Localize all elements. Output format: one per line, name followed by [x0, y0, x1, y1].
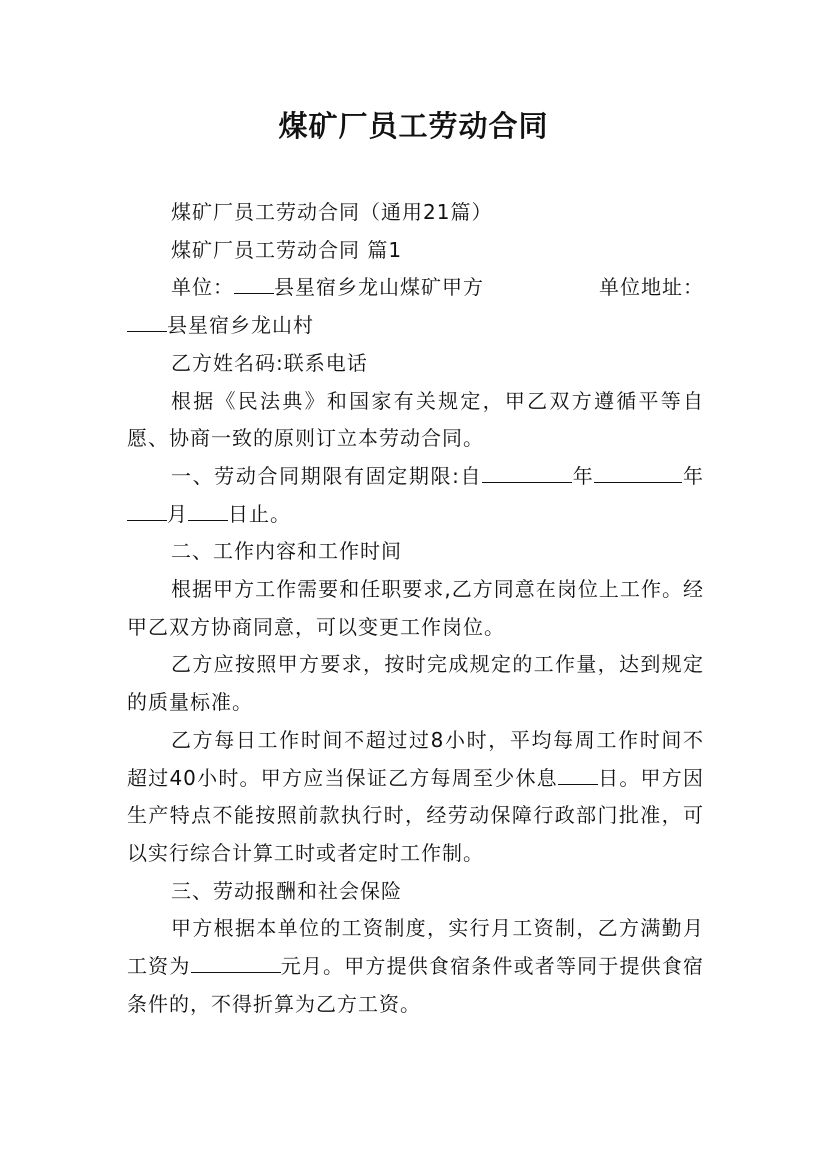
address-line [127, 307, 704, 345]
unit-row [127, 269, 704, 307]
pay-text-1: 甲方根据本单位的工资制度，实行月工资制，乙方满勤月工资为 [127, 916, 704, 979]
pay-text-2: 元月。甲方提供食宿条件或者等同于提供食宿条件的，不得折算为乙方工资。 [127, 954, 705, 1016]
address-blank [127, 309, 167, 332]
section-heading-2: 二、工作内容和工作时间 [171, 539, 402, 564]
hours-paragraph [127, 722, 704, 873]
start-year-blank [482, 460, 572, 483]
term-month-label: 月 [167, 501, 188, 526]
unit-blank [234, 271, 274, 294]
end-year-blank [594, 460, 682, 483]
section-heading-3: 三、劳动报酬和社会保险 [171, 878, 402, 903]
unit-label: 单位： [171, 275, 234, 300]
term-paragraph [127, 458, 704, 533]
work-paragraph-2: 乙方应按照甲方要求，按时完成规定的工作量，达到规定的质量标准。 [127, 652, 704, 715]
term-year-label-2: 年 [682, 463, 704, 488]
term-text: 一、劳动合同期限有固定期限:自 [171, 463, 483, 488]
term-end-label: 日止。 [228, 501, 291, 526]
hours-text-1: 乙方每日工作时间不超过过8小时，平均每周工作时间不超过40小时。甲方应当保证乙方每周至少休息 [127, 727, 704, 790]
end-day-blank [188, 498, 228, 521]
end-month-blank [127, 498, 167, 521]
unit-value: 县星宿乡龙山煤矿甲方 [274, 275, 484, 300]
pay-paragraph [127, 910, 704, 1023]
basis-paragraph: 根据《民法典》和国家有关规定，甲乙双方遵循平等自愿、协商一致的原则订立本劳动合同。 [127, 388, 704, 451]
section-heading-1: 煤矿厂员工劳动合同 篇1 [171, 237, 403, 262]
address-value: 县星宿乡龙山村 [167, 313, 314, 338]
salary-blank [191, 950, 281, 973]
document-body [127, 194, 704, 1023]
work-paragraph-1: 根据甲方工作需要和任职要求,乙方同意在岗位上工作。经甲乙双方协商同意，可以变更工作岗位。 [127, 577, 704, 639]
document-title: 煤矿厂员工劳动合同 [278, 109, 549, 143]
party-b-line: 乙方姓名码:联系电话 [171, 350, 368, 375]
hours-text-2: 日。甲方因生产特点不能按照前款执行时，经劳动保障行政部门批准，可以实行综合计算工时或者定时工作制。 [127, 765, 705, 865]
address-label: 单位地址： [599, 275, 704, 300]
term-year-label-1: 年 [572, 463, 595, 488]
document-subtitle: 煤矿厂员工劳动合同（通用21篇） [171, 200, 493, 224]
rest-days-blank [558, 762, 598, 785]
unit-field [171, 269, 484, 307]
